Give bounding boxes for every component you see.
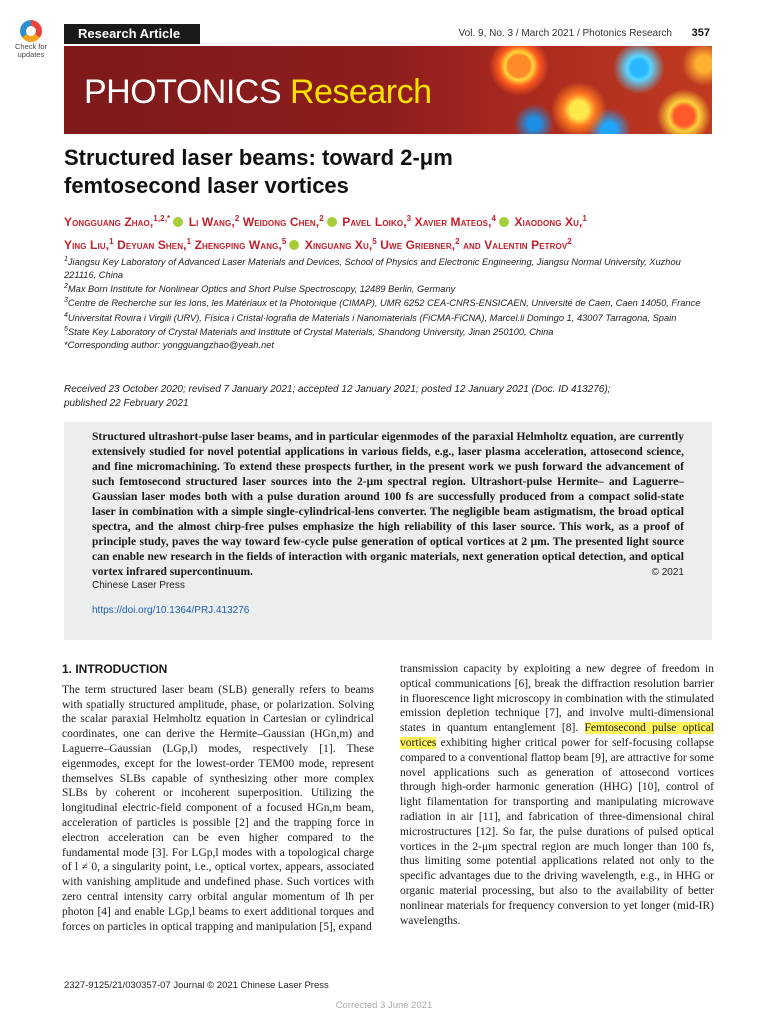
intro-paragraph-2-end: exhibiting higher critical power for self-focusing collapse compared to a conventional flattop beam [9], are attractive for some novel applications such as generation of attosecond vortices through high-order harmonic generation (HHG) [10], control of light filamentation for transporting and manipulating microwave radiation in air [11], and fabrication of three-dimensional chiral microstructures [12]. So far, the pulse durations of pulsed optical vortices in the 2-μm spectral region are much longer than 100 fs, thus limiting some potential applications related not only to the specific advantages due to the driving wavelength, e.g., in HHG or organic material processing, but also to the availability of better nonlinear materials for frequency conversion to yet longer (mid-IR) wavelengths. <box>400 736 714 927</box>
author-name: Xavier Mateos, <box>414 215 492 229</box>
dates-line-2: published 22 February 2021 <box>64 397 189 409</box>
journal-banner <box>64 46 712 134</box>
crossmark-icon <box>20 20 42 42</box>
author-name: Pavel Loiko, <box>342 215 407 229</box>
publisher: Chinese Laser Press <box>92 580 185 591</box>
logo-photonics: PHOTONICS <box>84 73 290 111</box>
author-affiliation-sup: 5 <box>281 237 287 246</box>
author-line-1 <box>64 209 714 232</box>
title-line-2: femtosecond laser vortices <box>64 173 349 198</box>
author-line-2 <box>64 232 714 255</box>
copyright: © 2021 <box>651 567 684 578</box>
author-name: Uwe Griebner, <box>380 238 456 252</box>
author-list <box>64 209 714 255</box>
section-heading: 1. INTRODUCTION <box>62 662 168 676</box>
orcid-icon[interactable] <box>499 217 509 227</box>
doi-link[interactable]: https://doi.org/10.1364/PRJ.413276 <box>92 605 250 616</box>
affiliation-entry: $^5$State Key Laboratory of Crystal Materials and Institute of Crystal Materials, Shandong University, Jinan 250100, China <box>64 326 554 338</box>
running-header <box>64 24 712 44</box>
affiliation-entry: $^1$Jiangsu Key Laboratory of Advanced Laser Materials and Devices, School of Physics and Electronic Engineering, Jiangsu Normal University, Xuzhou 221116, China <box>64 256 681 280</box>
author-name: Ying Liu, <box>64 238 110 252</box>
affiliation-entry: $^3$Centre de Recherche sur les Ions, les Matériaux et la Photonique (CIMAP), UMR 6252 CEA-CNRS-ENSICAEN, Université de Caen, Caen 14050, France <box>64 297 701 309</box>
author-name: Weidong Chen, <box>242 215 320 229</box>
abstract-body: Structured ultrashort-pulse laser beams, and in particular eigenmodes of the paraxial Helmholtz equation, are currently extensively studied for novel potential applications in various fields, e.g., laser plasma acceleration, attosecond science, and fine micromachining. To extend these prospects further, in the present work we push forward the advancement of such femtosecond structured laser sources into the 2-μm spectral region. Ultrashort-pulse Hermite– and Laguerre–Gaussian laser modes both with a pulse duration around 100 fs are successfully produced from a compact solid-state laser in combination with a simple single-cylindrical-lens converter. The negligible beam astigmatism, the broad optical spectra, and the almost chirp-free pulses emphasize the high reliability of this laser source. This work, as a proof of principle study, paves the way toward few-cycle pulse generation of optical vortices at 2 μm. The presented light source can enable new research in the fields of interaction with organic materials, next generation optical detection, and optical vortex infrared supercontinuum. <box>92 431 684 578</box>
logo-research: Research <box>289 73 432 111</box>
journal-info: Vol. 9, No. 3 / March 2021 / Photonics Research <box>458 28 672 39</box>
affiliation-number: 1 <box>64 256 68 263</box>
affiliations <box>64 254 714 351</box>
author-affiliation-sup: 1 <box>109 237 114 246</box>
dates-line-1: Received 23 October 2020; revised 7 January 2021; accepted 12 January 2021; posted 12 January 2021 (Doc. ID 413276); <box>64 384 611 395</box>
author-affiliation-sup: 2 <box>455 237 460 246</box>
affiliation-number: 3 <box>64 297 68 305</box>
affiliation-entry: $^4$Universitat Rovira i Virgili (URV), Física i Cristal·lografia de Materials i Nanomaterials (FiCMA-FiCNA), Marcel.li Domingo 1, 43007 Tarragona, Spain <box>64 311 677 323</box>
author-affiliation-sup: 1 <box>186 237 192 246</box>
body-column-left <box>62 662 374 934</box>
author-name: Xinguang Xu, <box>304 238 373 252</box>
affiliation-number: 4 <box>64 311 68 319</box>
article-type-badge: Research Article <box>64 24 200 44</box>
author-affiliation-sup: 3 <box>406 214 412 223</box>
journal-logo <box>84 72 431 112</box>
orcid-icon[interactable] <box>327 217 337 227</box>
affiliation-number: 5 <box>64 326 68 334</box>
abstract-box <box>64 422 712 640</box>
affiliation-entry: $^2$Max Born Institute for Nonlinear Optics and Short Pulse Spectroscopy, 12489 Berlin, Germany <box>64 282 456 294</box>
author-affiliation-sup: 2 <box>234 214 240 223</box>
orcid-icon[interactable] <box>289 240 299 250</box>
author-name: Yongguang Zhao, <box>64 215 154 229</box>
publication-dates <box>64 383 704 410</box>
author-affiliation-sup: 1 <box>582 214 587 223</box>
intro-paragraph-2-start: transmission capacity by exploiting a new degree of freedom in optical communications [6], break the diffraction resolution barrier in fluorescence light microscopy in combination with the stimulated emission depletion technique [7], and involve multi-dimensional states in quantum entanglement [8]. <box>400 663 714 735</box>
abstract-text <box>92 430 684 580</box>
orcid-icon[interactable] <box>173 217 183 227</box>
author-affiliation-sup: 4 <box>491 214 497 223</box>
author-affiliation-sup: 2 <box>319 214 324 223</box>
author-affiliation-sup: 1,2,* <box>153 214 171 223</box>
title-line-1: Structured laser beams: toward 2-μm <box>64 145 453 170</box>
affiliation-entry: *Corresponding author: yongguangzhao@yeah.net <box>64 339 274 350</box>
body-column-right <box>400 662 714 928</box>
check-updates-line1: Check for <box>14 42 48 51</box>
page-number: 357 <box>691 27 710 39</box>
author-name: and Valentin Petrov <box>463 238 568 252</box>
footer-issn: 2327-9125/21/030357-07 Journal © 2021 Chinese Laser Press <box>64 980 329 991</box>
check-for-updates-badge[interactable] <box>10 18 52 72</box>
author-name: Deyuan Shen, <box>117 238 187 252</box>
affiliation-number: 2 <box>64 282 68 290</box>
author-affiliation-sup: 5 <box>372 237 377 246</box>
author-name: Xiaodong Xu, <box>514 215 583 229</box>
author-affiliation-sup: 2 <box>567 237 572 246</box>
check-updates-line2: updates <box>17 50 45 59</box>
paper-title <box>64 144 704 200</box>
corrected-notice: Corrected 3 June 2021 <box>335 1000 433 1011</box>
author-name: Zhengping Wang, <box>194 238 282 252</box>
author-name: Li Wang, <box>188 215 235 229</box>
intro-paragraph-1: The term structured laser beam (SLB) generally refers to beams with spatially structured amplitude, phase, or polarization. Solving the scalar paraxial Helmholtz equation in Cartesian or cylindrical coordinates, one can derive the Hermite–Gaussian (HGn,m) and Laguerre–Gaussian (LGp,l) modes, respectively [1]. These eigenmodes, except for the lowest-order TEM00 mode, represent themselves SLBs capable of synthesizing other more complex SLBs by coherent or incoherent superposition. Utilizing the longitudinal electric-field component of a focused HGn,m beam, acceleration of particles is possible [2] and the trapping force in electron acceleration can be even higher compared to the fundamental mode [3]. For LGp,l modes with a topological charge of l ≠ 0, a singularity point, i.e., optical vortex, appears, associated with vanishing amplitude and undefined phase. Such vortices with zero central intensity carry orbital angular momentum of lħ per photon [4] and enable LGp,l beams to exert additional torques and forces on particles in optical trapping and manipulation [5], expand <box>62 683 374 933</box>
highlighted-text: Femtosecond pulse optical vortices <box>400 722 714 749</box>
